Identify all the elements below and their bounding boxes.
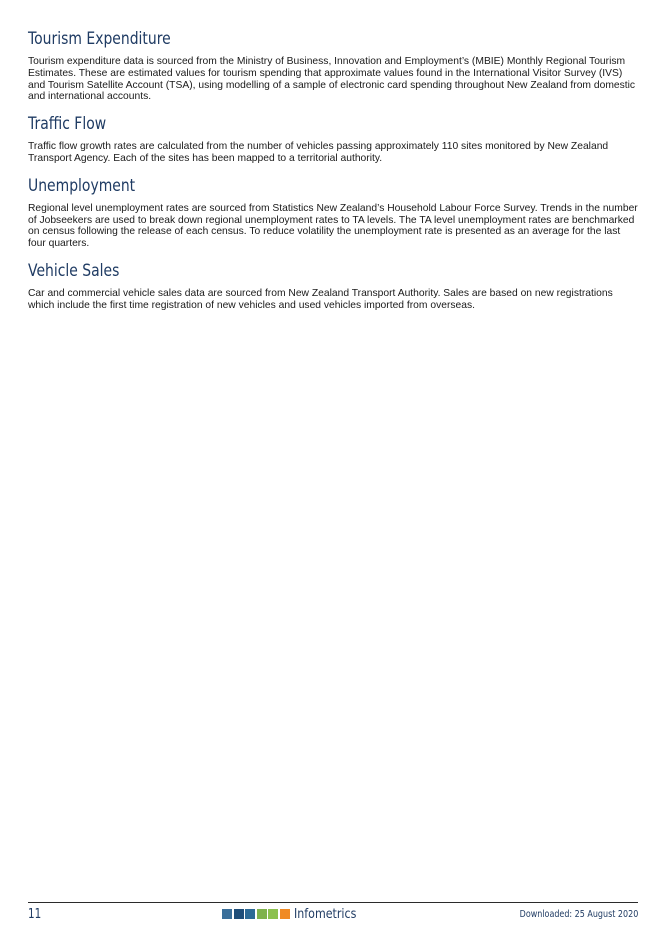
section-heading: Tourism Expenditure	[28, 29, 171, 49]
page-footer	[28, 902, 638, 925]
section-paragraph: Traffic flow growth rates are calculated from the number of vehicles passing approximately 110 sites monitored by New Zealand Transport Agency. Each of the sites has been mapped to a territorial authority.	[28, 141, 609, 164]
section-unemployment	[28, 175, 640, 250]
brand-logo	[222, 908, 370, 920]
section-vehicle-sales	[28, 260, 640, 312]
section-heading: Traffic Flow	[28, 114, 107, 135]
page-number: 11	[28, 907, 42, 922]
section-paragraph: Tourism expenditure data is sourced from the Ministry of Business, Innovation and Employment’s (MBIE) Monthly Regional Tourism Estimates. These are estimated values for tourism spending that approximate values found in the International Visitor Survey (IVS) and Tourism Satellite Account (TSA), using modelling of a sample of electronic card spending throughout New Zealand from domestic and international accounts.	[28, 56, 636, 103]
section-heading: Unemployment	[28, 175, 136, 196]
section-traffic-flow	[28, 113, 640, 165]
logo-square-icon	[280, 909, 290, 919]
logo-square-icon	[245, 909, 255, 919]
section-heading: Vehicle Sales	[28, 260, 120, 281]
logo-square-icon	[268, 909, 278, 919]
section-paragraph: Car and commercial vehicle sales data are sourced from New Zealand Transport Authority. Sales are based on new registrations which include the first time registration of new vehicles and used vehicles imported from overseas.	[28, 287, 613, 311]
download-date: Downloaded: 25 August 2020	[519, 909, 638, 920]
logo-square-icon	[257, 909, 267, 919]
section-paragraph: Regional level unemployment rates are sourced from Statistics New Zealand’s Household Labour Force Survey. Trends in the number of Jobseekers are used to break down regional unemployment rates to TA levels. The TA level unemployment rates are benchmarked on census following the release of each census. To reduce volatility the unemployment rate is presented as an average for the last four quarters.	[28, 202, 638, 250]
logo-square-icon	[234, 909, 244, 919]
section-tourism-expenditure	[28, 28, 640, 103]
brand-name: Infometrics	[294, 906, 357, 922]
document-body	[28, 28, 640, 322]
logo-square-icon	[222, 909, 232, 919]
